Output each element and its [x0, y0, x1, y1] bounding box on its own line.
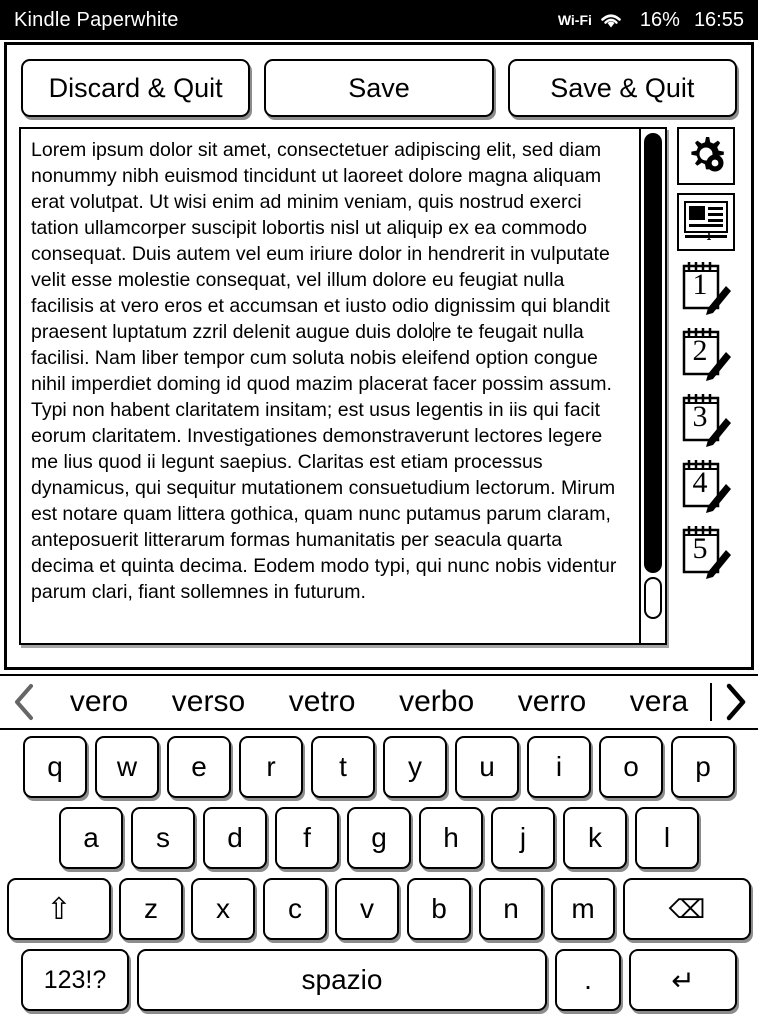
- text-layout-button[interactable]: [677, 193, 735, 251]
- notepad-pencil-icon: [678, 458, 734, 514]
- settings-button[interactable]: [677, 127, 735, 185]
- keyboard-row-3: [4, 878, 754, 940]
- key-t[interactable]: t: [311, 736, 375, 798]
- text-editor-content[interactable]: [21, 129, 639, 643]
- suggestion-word-1[interactable]: vero: [69, 685, 129, 718]
- gear-icon: [684, 132, 728, 181]
- suggestion-words: [48, 685, 710, 719]
- key-z[interactable]: z: [119, 878, 183, 940]
- editor-scrollbar[interactable]: [639, 129, 665, 643]
- key-c[interactable]: c: [263, 878, 327, 940]
- suggestion-word-2[interactable]: verso: [171, 685, 246, 718]
- note-number-1: 1: [692, 268, 708, 301]
- keyboard-row-2: [4, 807, 754, 869]
- editor-text-before-caret: Lorem ipsum dolor sit amet, consectetuer adipiscing elit, sed diam nonummy nibh euismod tincidunt ut laoreet dolore magna aliquam erat volutpat. Ut wisi enim ad minim veniam, quis nostrud exerci tation ullamcorper suscipit lobortis nisl ut aliquip ex ea commodo consequat. Duis autem vel eum iriure dolor in hendrerit in vulputate velit esse molestie consequat, vel illum dolore eu feugiat nulla facilisis at vero eros et accumsan et iusto odio dignissim qui blandit praesent luptatum zzril delenit augue duis dolo: [31, 139, 610, 343]
- note-slot-5[interactable]: [677, 523, 735, 581]
- period-key[interactable]: .: [555, 949, 621, 1011]
- suggestion-bar: [0, 674, 758, 730]
- key-l[interactable]: l: [635, 807, 699, 869]
- key-s[interactable]: s: [131, 807, 195, 869]
- key-v[interactable]: v: [335, 878, 399, 940]
- suggestion-word-4[interactable]: verbo: [399, 685, 475, 718]
- discard-and-quit-button[interactable]: Discard & Quit: [21, 59, 250, 117]
- on-screen-keyboard: [0, 730, 758, 1024]
- wifi-label: Wi-Fi: [557, 12, 592, 28]
- key-u[interactable]: u: [455, 736, 519, 798]
- key-h[interactable]: h: [419, 807, 483, 869]
- status-bar: [0, 0, 758, 40]
- notepad-pencil-icon: [678, 392, 734, 448]
- key-w[interactable]: w: [95, 736, 159, 798]
- notepad-pencil-icon: [678, 524, 734, 580]
- scrollbar-thumb[interactable]: [644, 133, 662, 573]
- save-button[interactable]: Save: [264, 59, 493, 117]
- key-g[interactable]: g: [347, 807, 411, 869]
- note-editor-panel: [4, 42, 754, 670]
- key-k[interactable]: k: [563, 807, 627, 869]
- key-a[interactable]: a: [59, 807, 123, 869]
- suggestion-word-5[interactable]: verro: [517, 685, 587, 718]
- chevron-left-icon[interactable]: [0, 683, 48, 721]
- keyboard-row-4: [4, 949, 754, 1011]
- editor-body: [7, 127, 751, 657]
- space-key[interactable]: spazio: [137, 949, 547, 1011]
- note-slot-3[interactable]: [677, 391, 735, 449]
- suggestion-word-6[interactable]: vera: [629, 685, 689, 718]
- backspace-key[interactable]: ⌫: [623, 878, 751, 940]
- battery-percentage: 16%: [639, 8, 680, 31]
- editor-side-toolbar: [677, 127, 739, 645]
- scrollbar-end-marker[interactable]: [644, 577, 662, 619]
- note-slot-2[interactable]: [677, 325, 735, 383]
- device-name: Kindle Paperwhite: [14, 8, 179, 31]
- key-y[interactable]: y: [383, 736, 447, 798]
- clock: 16:55: [693, 8, 744, 31]
- key-d[interactable]: d: [203, 807, 267, 869]
- key-n[interactable]: n: [479, 878, 543, 940]
- key-m[interactable]: m: [551, 878, 615, 940]
- chevron-right-icon[interactable]: [710, 683, 758, 721]
- editor-action-buttons: [7, 45, 751, 127]
- note-number-4: 4: [692, 466, 708, 499]
- keyboard-row-1: [4, 736, 754, 798]
- key-o[interactable]: o: [599, 736, 663, 798]
- note-number-5: 5: [692, 532, 708, 565]
- save-and-quit-button[interactable]: Save & Quit: [508, 59, 737, 117]
- wifi-icon: [598, 10, 624, 30]
- key-b[interactable]: b: [407, 878, 471, 940]
- note-slot-1[interactable]: [677, 259, 735, 317]
- notepad-pencil-icon: [678, 326, 734, 382]
- text-editor[interactable]: [19, 127, 667, 645]
- key-e[interactable]: e: [167, 736, 231, 798]
- shift-key[interactable]: ⇧: [7, 878, 111, 940]
- suggestion-word-3[interactable]: vetro: [288, 685, 356, 718]
- key-p[interactable]: p: [671, 736, 735, 798]
- key-r[interactable]: r: [239, 736, 303, 798]
- note-slot-4[interactable]: [677, 457, 735, 515]
- notepad-pencil-icon: [678, 260, 734, 316]
- key-f[interactable]: f: [275, 807, 339, 869]
- numbers-symbols-key[interactable]: 123!?: [21, 949, 129, 1011]
- key-j[interactable]: j: [491, 807, 555, 869]
- key-i[interactable]: i: [527, 736, 591, 798]
- text-layout-icon: [683, 200, 729, 245]
- editor-text-after-caret: re te feugait nulla facilisi. Nam liber tempor cum soluta nobis eleifend option congue nihil imperdiet doming id quod mazim placerat facer possim assum. Typi non habent claritatem insitam; est usus legentis in iis qui facit eorum claritatem. Investigationes demonstraverunt lectores legere me lius quod ii legunt saepius. Claritas est etiam processus dynamicus, qui sequitur mutationem consuetudium lectorum. Mirum est notare quam littera gothica, quam nunc putamus parum claram, anteposuerit litterarum formas humanitatis per seacula quarta decima et quinta decima. Eodem modo typi, qui nunc nobis videntur parum clari, fiant sollemnes in futurum.: [31, 321, 617, 603]
- enter-key[interactable]: ↵: [629, 949, 737, 1011]
- note-number-3: 3: [692, 400, 708, 433]
- note-number-2: 2: [692, 334, 708, 367]
- key-q[interactable]: q: [23, 736, 87, 798]
- key-x[interactable]: x: [191, 878, 255, 940]
